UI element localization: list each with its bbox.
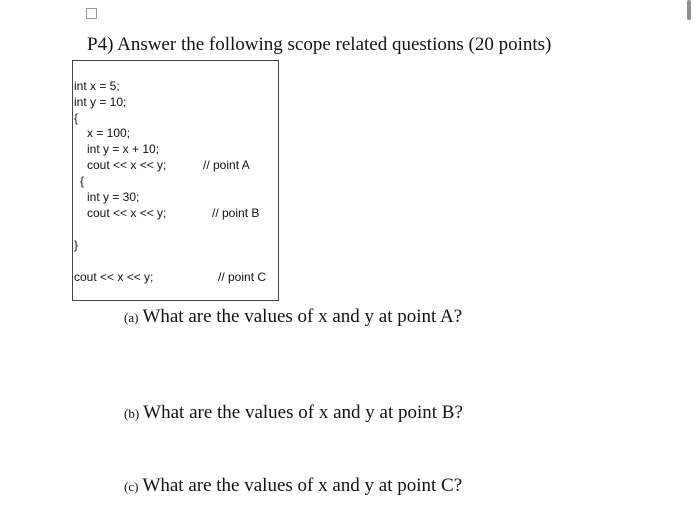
checkbox-icon[interactable] — [86, 8, 97, 19]
code-line: { — [74, 111, 79, 125]
code-line: int y = 10; — [74, 95, 127, 109]
question-a — [124, 306, 462, 328]
code-line: cout << x << y; — [74, 270, 154, 284]
problem-title: P4) Answer the following scope related questions (20 points) — [87, 34, 552, 55]
question-label: (a) — [124, 310, 139, 325]
question-label: (c) — [124, 479, 139, 494]
question-c — [124, 475, 462, 497]
comment-point-c: // point C — [218, 270, 267, 284]
code-line: cout << x << y; — [87, 158, 167, 172]
code-line: int x = 5; — [74, 79, 120, 93]
question-text: What are the values of x and y at point A? — [142, 306, 463, 327]
code-line: int y = x + 10; — [87, 142, 160, 156]
code-line: { — [80, 174, 85, 188]
comment-point-a: // point A — [203, 158, 250, 172]
code-line: } — [74, 238, 79, 252]
question-text: What are the values of x and y at point B? — [143, 402, 463, 423]
question-b — [124, 402, 463, 424]
code-line: int y = 30; — [87, 190, 140, 204]
comment-point-b: // point B — [212, 206, 260, 220]
question-text: What are the values of x and y at point C? — [142, 475, 463, 496]
code-line: cout << x << y; — [87, 206, 167, 220]
code-line: x = 100; — [87, 126, 131, 140]
question-label: (b) — [124, 406, 140, 421]
scrollbar-thumb[interactable] — [687, 0, 691, 20]
